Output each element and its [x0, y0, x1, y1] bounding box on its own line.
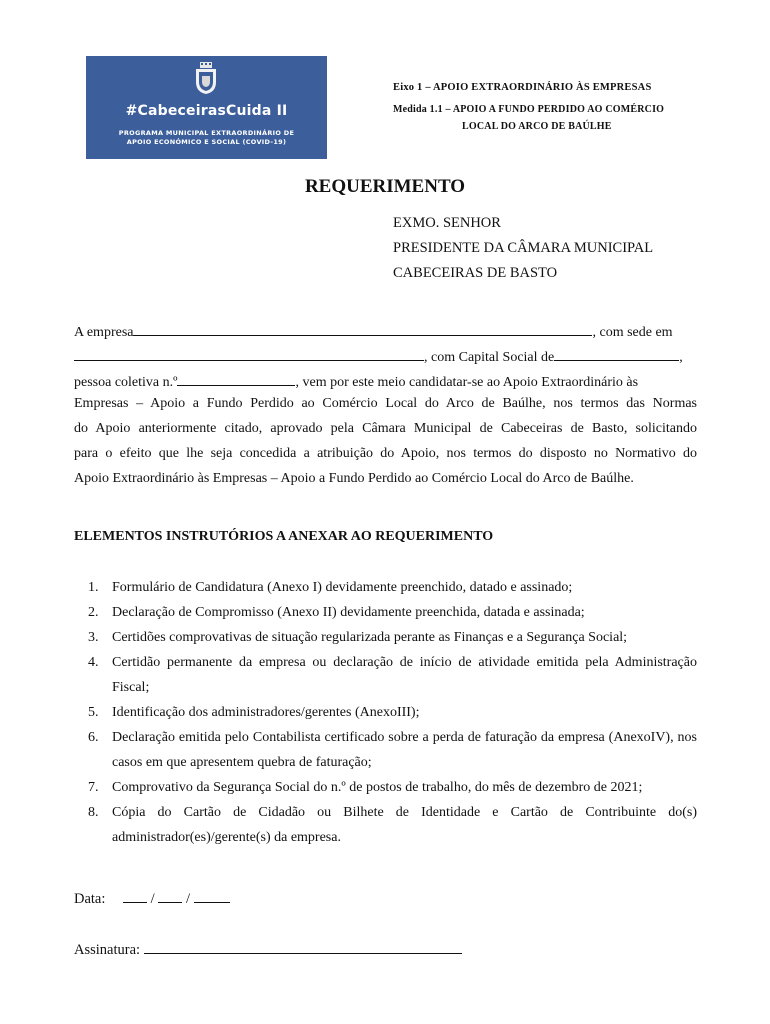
- measure-heading-line2: LOCAL DO ARCO DE BAÚLHE: [462, 121, 612, 132]
- addressee-line: EXMO. SENHOR: [393, 215, 501, 231]
- required-documents-list: [74, 575, 697, 850]
- body-text: Apoio Extraordinário às Empresas – Apoio a Fundo Perdido ao Comércio Local do Arco de Baúlhe.: [74, 471, 634, 486]
- date-separator: /: [185, 891, 190, 907]
- company-label: A empresa: [74, 325, 134, 340]
- body-line-company: [74, 321, 697, 341]
- capital-label: , com Capital Social de: [424, 350, 555, 365]
- date-month-field[interactable]: [158, 888, 182, 903]
- list-item: 3. Certidões comprovativas de situação regularizada perante as Finanças e a Segurança Social;: [88, 630, 628, 645]
- addressee-line: CABECEIRAS DE BASTO: [393, 265, 558, 281]
- list-item: 4. Certidão permanente da empresa ou declaração de início de atividade emitida pela Administração Fiscal;: [88, 655, 697, 695]
- body-text: Empresas – Apoio a Fundo Perdido ao Comércio Local do Arco de Baúlhe, nos termos das Normas: [74, 396, 697, 411]
- nipc-field[interactable]: [177, 371, 295, 386]
- program-subtitle-line2: APOIO ECONÓMICO E SOCIAL (COVID-19): [126, 138, 287, 146]
- hashtag-title: #CabeceirasCuida II: [125, 103, 288, 119]
- date-label: Data:: [74, 891, 106, 907]
- body-line-capital: [74, 346, 697, 366]
- list-item: 8. Cópia do Cartão de Cidadão ou Bilhete de Identidade e Cartão de Contribuinte do(s) administrador(es)/gerente(s) da empresa.: [88, 805, 697, 845]
- signature-row: [74, 939, 462, 959]
- document-title: REQUERIMENTO: [304, 176, 466, 197]
- signature-label: Assinatura:: [74, 942, 141, 958]
- municipal-crest-icon: [192, 62, 220, 94]
- date-separator: /: [150, 891, 155, 907]
- body-text: para o efeito que lhe seja concedida a atribuição do Apoio, nos termos do disposto no Normativo do: [74, 446, 697, 461]
- list-item: 7. Comprovativo da Segurança Social do n.º de postos de trabalho, do mês de dezembro de 2021;: [88, 780, 643, 795]
- nipc-label: pessoa coletiva n.º: [74, 375, 178, 390]
- company-seat-field[interactable]: [74, 346, 424, 361]
- axis-heading: Eixo 1 – APOIO EXTRAORDINÁRIO ÀS EMPRESAS: [393, 82, 652, 93]
- list-item: 6. Declaração emitida pelo Contabilista certificado sobre a perda de faturação da empresa (AnexoIV), nos casos em que apresentem quebra de faturação;: [88, 730, 697, 770]
- list-item: 2. Declaração de Compromisso (Anexo II) devidamente preenchida, datada e assinada;: [88, 605, 585, 620]
- signature-field[interactable]: [144, 939, 462, 954]
- measure-heading-line1: Medida 1.1 – APOIO A FUNDO PERDIDO AO COMÉRCIO: [393, 104, 665, 115]
- body-text: do Apoio anteriormente citado, aprovado pela Câmara Municipal de Cabeceiras de Basto, solicitando: [74, 421, 697, 436]
- company-name-field[interactable]: [133, 321, 592, 336]
- body-text: , vem por este meio candidatar-se ao Apoio Extraordinário às: [295, 375, 639, 390]
- share-capital-field[interactable]: [554, 346, 679, 361]
- list-item: 1. Formulário de Candidatura (Anexo I) devidamente preenchido, datado e assinado;: [88, 580, 573, 595]
- program-subtitle-line1: PROGRAMA MUNICIPAL EXTRAORDINÁRIO DE: [118, 129, 295, 137]
- date-day-field[interactable]: [123, 888, 147, 903]
- seat-label: , com sede em: [592, 325, 673, 340]
- section-title: ELEMENTOS INSTRUTÓRIOS A ANEXAR AO REQUERIMENTO: [74, 529, 494, 544]
- body-line-nipc: [74, 371, 697, 391]
- addressee-line: PRESIDENTE DA CÂMARA MUNICIPAL: [393, 240, 654, 256]
- date-row: [74, 888, 230, 908]
- comma-text: ,: [679, 350, 683, 365]
- list-item: 5. Identificação dos administradores/gerentes (AnexoIII);: [88, 705, 420, 720]
- date-year-field[interactable]: [194, 888, 230, 903]
- program-logo: [86, 56, 327, 159]
